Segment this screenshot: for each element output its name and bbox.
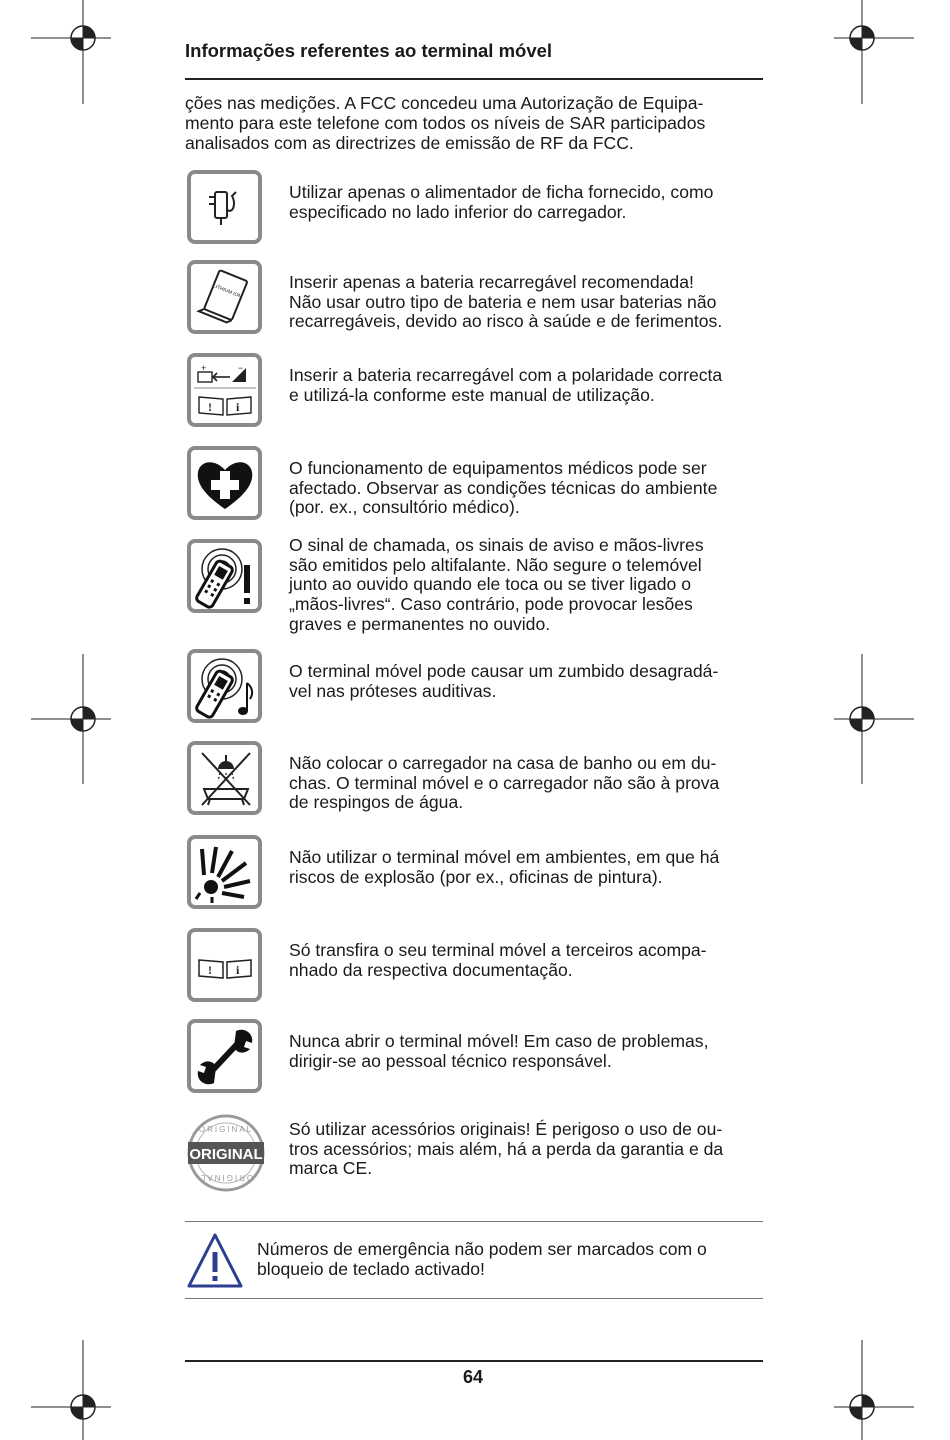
svg-text:−: − (238, 363, 244, 373)
crop-mark-mid-left (31, 654, 111, 784)
intro-line: analisados com as directrizes de emissão de RF da FCC. (185, 133, 634, 153)
warning-text (257, 1240, 767, 1279)
svg-text:+: + (201, 363, 207, 373)
text-line: junto ao ouvido quando ele toca ou se tiver ligado o (289, 574, 692, 595)
medical-heart-icon (186, 446, 264, 522)
text-line: Números de emergência não podem ser marcados com o (257, 1239, 707, 1259)
text-line: chas. O terminal móvel e o carregador não são à prova (289, 772, 720, 793)
text-line: dirigir-se ao pessoal técnico responsável. (289, 1050, 612, 1071)
text-line: riscos de explosão (por ex., oficinas de pintura). (289, 866, 663, 887)
text-line: O terminal móvel pode causar um zumbido desagradá- (289, 661, 719, 681)
text-line: bloqueio de teclado activado! (257, 1258, 485, 1279)
polarity-manual-icon (186, 353, 264, 429)
text-line: Inserir apenas a bateria recarregável recomendada! (289, 272, 694, 292)
crop-mark-top-right (810, 0, 914, 104)
safety-item-text (289, 459, 769, 518)
safety-item-text (289, 273, 769, 332)
crop-mark-bottom-left (31, 1340, 111, 1440)
intro-line: mento para este telefone com todos os níveis de SAR participados (185, 113, 706, 133)
text-line: recarregáveis, devido ao risco à saúde e de ferimentos. (289, 311, 723, 332)
header-rule (185, 78, 763, 80)
safety-item-text (289, 536, 769, 635)
crop-mark-top-left (31, 0, 111, 104)
text-line: Só utilizar acessórios originais! É perigoso o uso de ou- (289, 1119, 723, 1139)
safety-item-text (289, 1032, 769, 1071)
safety-item-text (289, 183, 769, 222)
safety-item-text (289, 366, 769, 405)
text-line: vel nas próteses auditivas. (289, 680, 497, 701)
svg-text:!: ! (208, 963, 212, 977)
no-shower-icon (186, 741, 264, 817)
text-line: e utilizá-la conforme este manual de utilização. (289, 384, 655, 405)
intro-line: ções nas medições. A FCC concedeu uma Autorização de Equipa- (185, 93, 704, 113)
crop-mark-bottom-right (810, 1340, 914, 1440)
text-line: Nunca abrir o terminal móvel! Em caso de problemas, (289, 1031, 709, 1051)
text-line: afectado. Observar as condições técnicas do ambiente (289, 477, 718, 498)
svg-text:i: i (236, 400, 240, 414)
phone-ring-warning-icon (186, 539, 264, 615)
wrench-icon (186, 1019, 264, 1095)
safety-item-text (289, 848, 769, 887)
text-line: Não colocar o carregador na casa de banho ou em du- (289, 753, 717, 773)
text-line: Inserir a bateria recarregável com a polaridade correcta (289, 365, 723, 385)
text-line: nhado da respectiva documentação. (289, 959, 573, 980)
svg-text:ORIGINAL: ORIGINAL (198, 1173, 254, 1182)
text-line: especificado no lado inferior do carregador. (289, 201, 627, 222)
text-line: de respingos de água. (289, 792, 464, 813)
text-line: Utilizar apenas o alimentador de ficha fornecido, como (289, 182, 714, 202)
safety-item-text (289, 941, 769, 980)
safety-item-text (289, 754, 769, 813)
seal-label-text: ORIGINAL (189, 1146, 263, 1163)
svg-text:!: ! (208, 400, 212, 414)
warning-rule-bottom (185, 1298, 763, 1299)
battery-label-text: LITHIUM ION (212, 282, 243, 300)
safety-item-text (289, 662, 769, 701)
text-line: „mãos-livres“. Caso contrário, pode provocar lesões (289, 594, 693, 615)
svg-text:i: i (236, 963, 240, 977)
warning-triangle-icon (186, 1232, 244, 1295)
text-line: (por. ex., consultório médico). (289, 497, 520, 518)
text-line: O sinal de chamada, os sinais de aviso e mãos-livres (289, 535, 704, 555)
text-line: O funcionamento de equipamentos médicos pode ser (289, 458, 707, 478)
phone-hearing-aid-icon (186, 649, 264, 725)
battery-icon (186, 260, 264, 336)
text-line: marca CE. (289, 1158, 373, 1179)
text-line: Não utilizar o terminal móvel em ambientes, em que há (289, 847, 720, 867)
text-line: são emitidos pelo altifalante. Não segure o telemóvel (289, 554, 702, 575)
text-line: Não usar outro tipo de bateria e nem usar baterias não (289, 291, 717, 312)
power-supply-icon (186, 170, 264, 246)
safety-item-text (289, 1120, 769, 1179)
explosion-icon (186, 835, 264, 911)
manual-info-icon (186, 928, 264, 1004)
page-number: 64 (462, 1367, 484, 1387)
page-title: Informações referentes ao terminal móvel (185, 40, 553, 61)
warning-rule-top (185, 1221, 763, 1222)
text-line: Só transfira o seu terminal móvel a terceiros acompa- (289, 940, 707, 960)
crop-mark-mid-right (810, 654, 914, 784)
intro-paragraph (185, 93, 765, 153)
text-line: graves e permanentes no ouvido. (289, 613, 551, 634)
footer-rule (185, 1360, 763, 1362)
svg-text:ORIGINAL: ORIGINAL (198, 1125, 254, 1134)
text-line: tros acessórios; mais além, há a perda da garantia e da (289, 1138, 724, 1159)
original-seal-icon (186, 1113, 264, 1189)
